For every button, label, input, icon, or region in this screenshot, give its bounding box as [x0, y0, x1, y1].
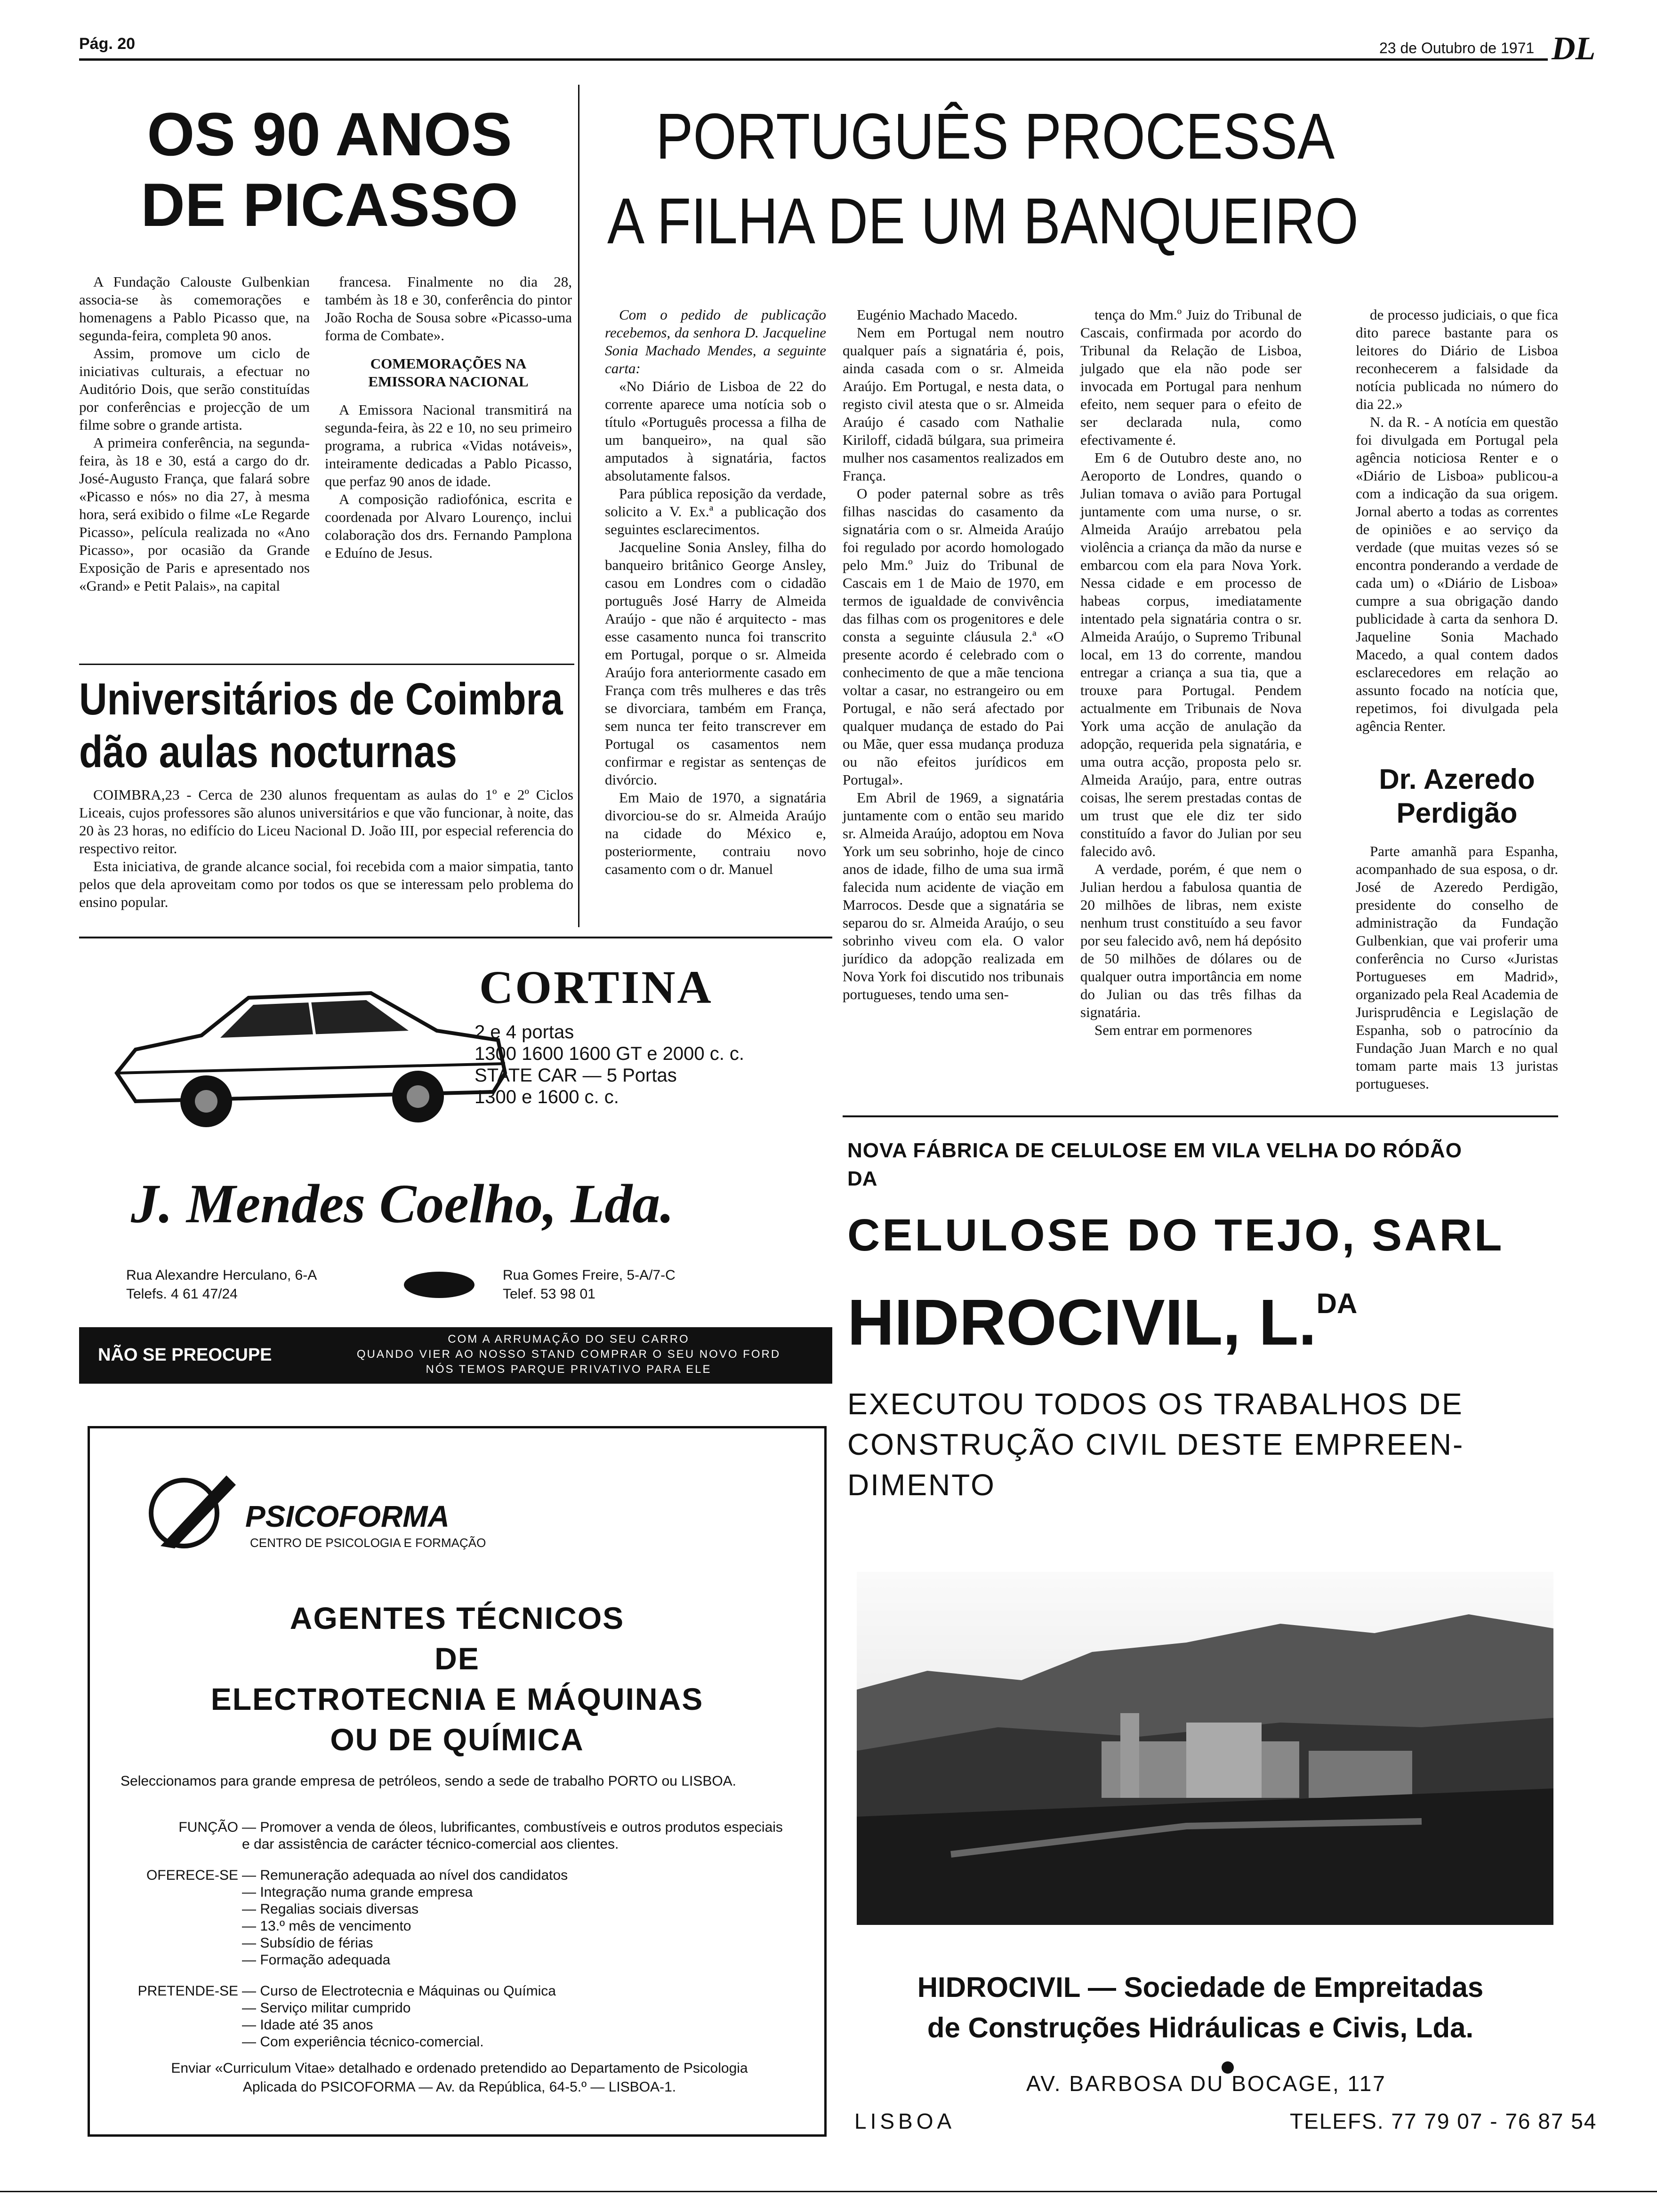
list-item: — Idade até 35 anos — [242, 2017, 794, 2034]
picasso-col2 — [325, 273, 572, 562]
paragraph: francesa. Finalmente no dia 28, também às 18 e 30, conferência do pintor João Rocha de Sousa sobre «Picasso-uma forma de Combate». — [325, 273, 572, 344]
cortina-banner — [79, 1327, 832, 1384]
list-item: — Integração numa grande empresa — [242, 1884, 794, 1901]
paragraph: A Emissora Nacional transmitirá na segunda-feira, às 22 e 10, no seu primeiro programa, a rubrica «Vidas notáveis», inteiramente dedicadas a Pablo Picasso, que perfaz 90 anos de idade. — [325, 401, 572, 489]
oferece-label: OFERECE-SE — [146, 1867, 238, 1883]
banqueiro-col1 — [605, 306, 826, 878]
hidrocivil-top-line1: NOVA FÁBRICA DE CELULOSE EM VILA VELHA DO RÓDÃO — [847, 1139, 1462, 1162]
banqueiro-col4 — [1356, 306, 1558, 735]
psicoforma-logo-mark — [142, 1466, 255, 1551]
paragraph: Jacqueline Sonia Ansley, filha do banqueiro britânico George Ansley, casou em Londres com o cidadão português José Harry de Almeida Araújo - que não é arquitecto - mas esse casamento nunca foi transcrito em Portugal, porque o sr. Almeida Araújo fora anteriormente casado em França com três mulheres e das três se divorciara, também em França, sem nunca ter feito transcrever em Portugal os casamentos nem confirmar e registar as sentenças de divórcio. — [605, 539, 826, 788]
oferece-list — [242, 1867, 794, 1969]
paragraph: de processo judiciais, o que fica dito parece bastante para os leitores do Diário de Lisboa reconhecerem a falsidade da notícia publicada no número do dia 22.» — [1356, 306, 1558, 412]
cortina-ad — [79, 955, 832, 1388]
headline-line: ELECTROTECNIA E MÁQUINAS — [210, 1682, 704, 1716]
hidrocivil-name-text: HIDROCIVIL, L. — [847, 1286, 1317, 1359]
address-line: Rua Gomes Freire, 5-A/7-C — [503, 1267, 676, 1283]
dealer-name: J. Mendes Coelho, Lda. — [131, 1173, 674, 1234]
paragraph: Para pública reposição da verdade, solicito a V. Ex.ª a publicação dos seguintes esclarecimentos. — [605, 485, 826, 537]
perdigao-headline — [1356, 762, 1558, 830]
oferece-row — [121, 1867, 794, 1969]
paragraph: Eugénio Machado Macedo. — [857, 306, 1018, 323]
hidrocivil-address: AV. BARBOSA DU BOCAGE, 117 — [1026, 2071, 1386, 2096]
coimbra-headline-line1: Universitários de Coimbra — [79, 674, 563, 724]
paragraph: tença do Mm.º Juiz do Tribunal de Cascais, confirmada por acordo do Tribunal da Relação de Lisboa, julgado que ela não pode ser invocada em Portugal para nenhum efeito, nem sequer para o efeito de ser declarada nula, como efectivamente é. — [1080, 306, 1302, 448]
column-divider — [578, 85, 579, 927]
cortina-spec-line: STATE CAR — 5 Portas — [475, 1065, 677, 1086]
subtitle-line: HIDROCIVIL — Sociedade de Empreitadas — [917, 1972, 1484, 2003]
hidrocivil-subtitle — [847, 1967, 1553, 2048]
psicoforma-details — [121, 1819, 794, 2051]
list-item: — Com experiência técnico-comercial. — [242, 2034, 794, 2051]
paragraph: N. da R. - A notícia em questão foi divulgada em Portugal pela agência noticiosa Renter e o «Diário de Lisboa» publicou-a com a indicação da sua origem. Jornal aberto a todas as correntes de opiniões e ao serviço da verdade (que muitas vezes só se encontra ponderando a verdade de cada um) o «Diário de Lisboa» cumpre a sua obrigação dando publicidade à carta da senhora D. Jaqueline Sonia Machado Macedo, a qual contem dados esclarecedores em relação ao assunto focado na notícia que, repetimos, foi divulgada pela agência Renter. — [1356, 414, 1558, 734]
hidrocivil-ad — [847, 1130, 1553, 2137]
paragraph: A Fundação Calouste Gulbenkian associa-se às comemorações e homenagens a Pablo Picasso que, na segunda-feira, completa 90 anos. — [79, 273, 310, 344]
picasso-headline-line1: OS 90 ANOS — [147, 100, 512, 168]
ford-oval-logo — [404, 1272, 475, 1298]
footer-rule — [0, 2191, 1657, 2192]
paragraph: Esta iniciativa, de grande alcance social, foi recebida com a maior simpatia, tanto pelos que dela aproveitam como por todos os que se interessam pelo problema do ensino popular. — [79, 858, 573, 910]
cortina-specs — [475, 1021, 744, 1108]
hidrocivil-city: LISBOA — [854, 2109, 956, 2133]
funcao-label: FUNÇÃO — [178, 1819, 238, 1835]
list-item: — Remuneração adequada ao nível dos candidatos — [242, 1867, 794, 1884]
banqueiro-col3 — [1080, 306, 1302, 1039]
list-item: — Subsídio de férias — [242, 1935, 794, 1952]
paragraph: Em Abril de 1969, a signatária juntamente com o então seu marido sr. Almeida Araújo, adoptou em Nova York um seu sobrinho, hoje de cinco anos de idade, filho de uma sua irmã falecida num acidente de viação em Marrocos. Desde que a signatária se separou do sr. Almeida Araújo, o seu sobrinho viveu com ela. O valor jurídico da adopção realizada em Nova York foi discutido nos tribunais portugueses, tendo uma sen- — [843, 789, 1064, 1002]
list-item: — Serviço militar cumprido — [242, 2000, 794, 2017]
car-illustration — [107, 965, 512, 1134]
banqueiro-headline-line1: PORTUGUÊS PROCESSA — [656, 100, 1335, 173]
pretende-row — [121, 1983, 794, 2051]
paragraph: Com o pedido de publicação recebemos, da senhora D. Jacqueline Sonia Machado Mendes, a seguinte carta: — [605, 306, 826, 377]
pretende-list — [242, 1983, 794, 2051]
banqueiro-headline — [607, 94, 1417, 264]
dealer-address-1 — [126, 1266, 317, 1304]
hidrocivil-phones: TELEFS. 77 79 07 - 76 87 54 — [1290, 2109, 1597, 2133]
picasso-headline — [94, 99, 565, 240]
subtitle-line: de Construções Hidráulicas e Civis, Lda. — [927, 2012, 1474, 2044]
paragraph: Nem em Portugal nem noutro qualquer país a signatária é, pois, ainda casada com o sr. Almeida Araújo. Em Portugal, e nesta data, o registo civil atesta que o sr. Almeida Araújo é casado com Nathalie Kiriloff, cidadã búlgara, sua primeira mulher nos casamentos realizados em França. — [843, 324, 1064, 484]
issue-date: 23 de Outubro de 1971 — [1379, 40, 1535, 56]
cortina-title: CORTINA — [479, 961, 713, 1013]
hidrocivil-name-sup: DA — [1316, 1288, 1358, 1319]
paragraph: Assim, promove um ciclo de iniciativas culturais, a efectuar no Auditório Dois, que serão constituídas por conferências e projecção de um filme sobre o grande artista. — [79, 345, 310, 433]
address-line: Rua Alexandre Herculano, 6-A — [126, 1267, 317, 1283]
header-rule — [79, 58, 1548, 61]
list-item: — Formação adequada — [242, 1952, 794, 1969]
coimbra-headline-line2: dão aulas nocturnas — [79, 727, 457, 777]
paragraph: A composição radiofónica, escrita e coordenada por Alvaro Lourenço, inclui colaboração dos drs. Fernando Pamplona e Eduíno de Jesus. — [325, 491, 572, 561]
headline-line: OU DE QUÍMICA — [330, 1722, 584, 1757]
funcao-text: — Promover a venda de óleos, lubrificantes, combustíveis e outros produtos especiais e dar assistência de carácter técnico-comercial aos clientes. — [242, 1819, 783, 1852]
celulose-title: CELULOSE DO TEJO, SARL — [847, 1210, 1504, 1260]
banqueiro-headline-line2: A FILHA DE UM BANQUEIRO — [607, 185, 1359, 257]
page-number: Pág. 20 — [79, 35, 136, 53]
banqueiro-col2 — [843, 306, 1064, 1003]
psicoforma-intro: Seleccionamos para grande empresa de petróleos, sendo a sede de trabalho PORTO ou LISBOA. — [121, 1773, 737, 1789]
psicoforma-subtitle: CENTRO DE PSICOLOGIA E FORMAÇÃO — [250, 1536, 486, 1550]
divider — [79, 937, 832, 938]
perdigao-body — [1356, 842, 1558, 1093]
address-line: Telef. 53 98 01 — [503, 1286, 595, 1302]
paragraph: O poder paternal sobre as três filhas nascidas do casamento da signatária com o sr. Almeida Araújo foi regulado por acordo homologado pelo Mm.º Juiz do Tribunal de Cascais em 1 de Maio de 1970, em termos de igualdade de convivência das filhas com os progenitores e dele consta a seguinte cláusula 2.ª «O presente acordo é celebrado com o conhecimento de que a mãe tenciona voltar a casar, no estrangeiro ou em Portugal, e não será afectado por qualquer mudança de estado do Pai ou Mãe, quer essa mudança produza ou não efeitos jurídicos em Portugal». — [843, 485, 1064, 788]
paragraph: Em 6 de Outubro deste ano, no Aeroporto de Londres, quando o Julian tomava o avião para Portugal juntamente com uma nurse, o sr. Almeida Araújo arrebatou pela violência a criança da mão da nurse e embarcou com ela para Nova York. Nessa cidade e em processo de habeas corpus, imediatamente intentado pela signatária contra o sr. Almeida Araújo, o Supremo Tribunal local, em 13 do corrente, mandou entregar a criança a sua tia, que a trouxe para Portugal. Pendem actualmente em Tribunais de Nova York uma acção de anulação da adopção, requerida pela signatária, e uma outra acção, proposta pelo sr. Almeida Araújo, para, entre outras coisas, lhe serem prestadas contas de um trust que ele diz ter sido constituído a favor do Julian por seu falecido avô. — [1080, 449, 1302, 859]
banner-line: QUANDO VIER AO NOSSO STAND COMPRAR O SEU NOVO FORD — [356, 1348, 781, 1361]
list-item: — Curso de Electrotecnia e Máquinas ou Química — [242, 1983, 794, 2000]
banner-line: COM A ARRUMAÇÃO DO SEU CARRO — [448, 1333, 690, 1346]
perdigao-headline-line1: Dr. Azeredo — [1379, 763, 1535, 795]
paragraph: Sem entrar em pormenores — [1094, 1022, 1252, 1038]
psicoforma-headline — [90, 1598, 824, 1760]
dealer-address-2 — [503, 1266, 676, 1304]
psicoforma-footer: Enviar «Curriculum Vitae» detalhado e ordenado pretendido ao Departamento de Psicologia Aplicada do PSICOFORMA — Av. da República, 64-5.º — LISBOA-1. — [171, 2060, 748, 2095]
address-line: Telefs. 4 61 47/24 — [126, 1286, 238, 1302]
funcao-value: Promover a venda de óleos, lubrificantes, combustíveis e outros produtos especiais e dar assistência de carácter técnico-comercial aos clientes. — [242, 1819, 783, 1852]
coimbra-body — [79, 786, 573, 911]
paragraph: A verdade, porém, é que nem o Julian herdou a fabulosa quantia de 20 milhões de libras, nem existe nenhum trust constituído a seu favor por seu falecido avô, nem há depósito de 50 milhões de dólares ou de qualquer outra importância em nome do Julian ou das três filhas da signatária. — [1080, 861, 1302, 1020]
factory-photo — [857, 1572, 1553, 1925]
factory-photo-svg — [857, 1572, 1553, 1925]
funcao-row — [121, 1819, 794, 1853]
psicoforma-ad — [88, 1426, 827, 2137]
paragraph: COIMBRA,23 - Cerca de 230 alunos frequentam as aulas do 1º e 2º Ciclos Liceais, cujos professores são alunos universitários e que vão funcionar, à noite, das 20 às 23 horas, no edifício do Liceu Nacional D. João III, por especial referencia do respectivo reitor. — [79, 786, 573, 857]
picasso-headline-line2: DE PICASSO — [141, 170, 518, 239]
divider — [79, 664, 574, 665]
cortina-spec-line: 2 e 4 portas — [475, 1022, 574, 1042]
masthead-logo: DL — [1552, 31, 1596, 67]
exec-line: CONSTRUÇÃO CIVIL DESTE EMPREEN- — [847, 1427, 1464, 1461]
list-item: — Regalias sociais diversas — [242, 1901, 794, 1918]
paragraph: Parte amanhã para Espanha, acompanhado de sua esposa, o dr. José de Azeredo Perdigão, presidente do conselho de administração da Fundação Gulbenkian, que vai proferir uma conferência no Curso «Juristas Portugueses em Madrid», organizado pela Real Academia de Jurisprudência e Legislação de Espanha, sob o patrocínio da Fundação Juan March e no qual tomam parte mais 13 juristas portugueses. — [1356, 843, 1558, 1092]
exec-line: EXECUTOU TODOS OS TRABALHOS DE — [847, 1387, 1464, 1421]
banner-right-text — [314, 1332, 823, 1377]
paragraph: Em Maio de 1970, a signatária divorciou-se do sr. Almeida Araújo na cidade do México e, posteriormente, contraiu novo casamento com o dr. Manuel — [605, 789, 826, 877]
coimbra-headline — [79, 673, 563, 778]
cortina-spec-line: 1300 e 1600 c. c. — [475, 1087, 619, 1107]
perdigao-headline-line2: Perdigão — [1396, 797, 1518, 829]
hidrocivil-top-line2: DA — [847, 1167, 877, 1190]
divider — [843, 1115, 1558, 1117]
exec-line: DIMENTO — [847, 1468, 996, 1502]
cortina-spec-line: 1300 1600 1600 GT e 2000 c. c. — [475, 1043, 745, 1064]
hidrocivil-name — [847, 1285, 1357, 1360]
banner-left-text: NÃO SE PREOCUPE — [98, 1345, 272, 1365]
paragraph: «No Diário de Lisboa de 22 do corrente aparece uma notícia sob o título «Português processa a filha de um banqueiro», na qual são amputados à signatária, factos absolutamente falsos. — [605, 378, 826, 484]
pretende-label: PRETENDE-SE — [137, 1983, 238, 1999]
headline-line: AGENTES TÉCNICOS — [290, 1601, 625, 1635]
paragraph: A primeira conferência, na segunda-feira, às 18 e 30, está a cargo do dr. José-Augusto França, que falará sobre «Picasso e nós» no dia 27, à mesma hora, será exibido o filme «Le Regarde Picasso», película realizada no «Ano Picasso», por ocasião da Grande Exposição de Paris e apresentado nos «Grand» e Petit Palais», na capital — [79, 434, 310, 594]
picasso-col1 — [79, 273, 310, 595]
picasso-subhead: COMEMORAÇÕES NA EMISSORA NACIONAL — [368, 355, 529, 390]
headline-line: DE — [434, 1641, 480, 1676]
list-item: — 13.º mês de vencimento — [242, 1918, 794, 1935]
banner-line: NÓS TEMOS PARQUE PRIVATIVO PARA ELE — [426, 1363, 712, 1376]
hidrocivil-exec — [847, 1384, 1464, 1505]
psicoforma-logo: PSICOFORMA — [245, 1499, 450, 1533]
